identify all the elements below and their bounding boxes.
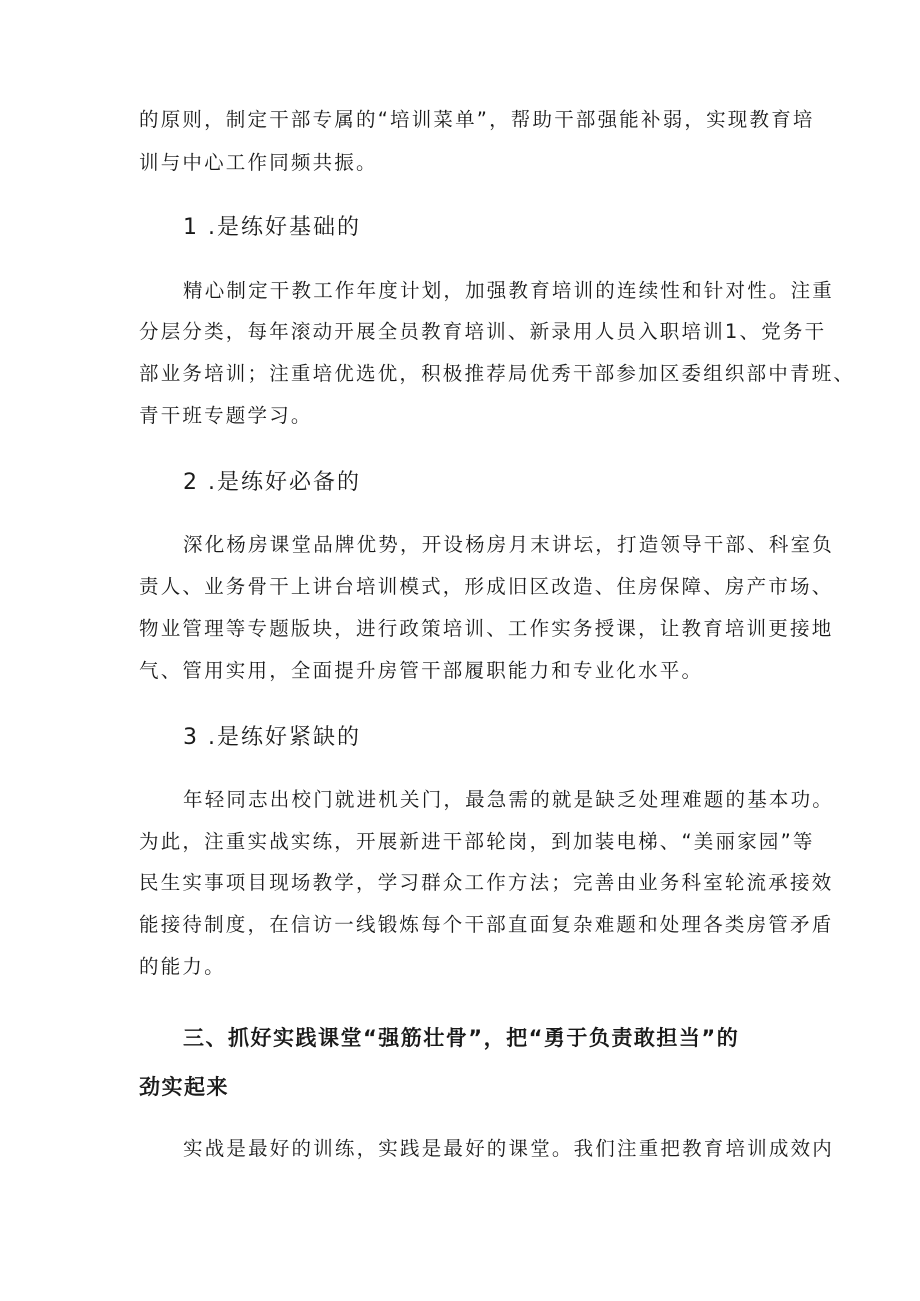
subsection-1-line-2: 分层分类，每年滚动开展全员教育培训、新录用人员入职培训1、党务干 <box>139 320 827 343</box>
subsection-2-heading: 2 .是练好必备的 <box>183 470 361 495</box>
subsection-1-line-3: 部业务培训；注重培优选优，积极推荐局优秀干部参加区委组织部中青班、 <box>139 362 856 385</box>
subsection-3-line-2: 为此，注重实战实练，开展新进干部轮岗，到加装电梯、“美丽家园”等 <box>139 830 815 853</box>
intro-line-1: 的原则，制定干部专属的“培训菜单”，帮助干部强能补弱，实现教育培 <box>139 108 815 131</box>
section-3-heading-line-1: 三、抓好实践课堂“强筋壮骨”，把“勇于负责敢担当”的 <box>183 1026 740 1050</box>
subsection-3-line-3: 民生实事项目现场教学，学习群众工作方法；完善由业务科室轮流承接效 <box>139 871 834 894</box>
subsection-1-line-4: 青干班专题学习。 <box>139 404 313 427</box>
subsection-3-line-5: 的能力。 <box>139 955 226 978</box>
subsection-3-heading: 3 .是练好紧缺的 <box>183 725 361 750</box>
subsection-1-heading: 1 .是练好基础的 <box>183 215 361 240</box>
subsection-3-line-1: 年轻同志出校门就进机关门，最急需的就是缺乏处理难题的基本功。 <box>183 788 835 811</box>
subsection-2-line-4: 气、管用实用，全面提升房管干部履职能力和专业化水平。 <box>139 659 704 682</box>
intro-line-2: 训与中心工作同频共振。 <box>139 151 378 174</box>
subsection-2-line-1: 深化杨房课堂品牌优势，开设杨房月末讲坛，打造领导干部、科室负 <box>183 533 835 556</box>
section-3-line-1: 实战是最好的训练，实践是最好的课堂。我们注重把教育培训成效内 <box>183 1137 835 1160</box>
subsection-2-line-3: 物业管理等专题版块，进行政策培训、工作实务授课，让教育培训更接地 <box>139 617 834 640</box>
subsection-1-line-1: 精心制定干教工作年度计划，加强教育培训的连续性和针对性。注重 <box>183 279 835 302</box>
subsection-2-line-2: 责人、业务骨干上讲台培训模式，形成旧区改造、住房保障、房产市场、 <box>139 575 834 598</box>
section-3-heading-line-2: 劲实起来 <box>139 1075 229 1099</box>
subsection-3-line-4: 能接待制度，在信访一线锻炼每个干部直面复杂难题和处理各类房管矛盾 <box>139 913 834 936</box>
